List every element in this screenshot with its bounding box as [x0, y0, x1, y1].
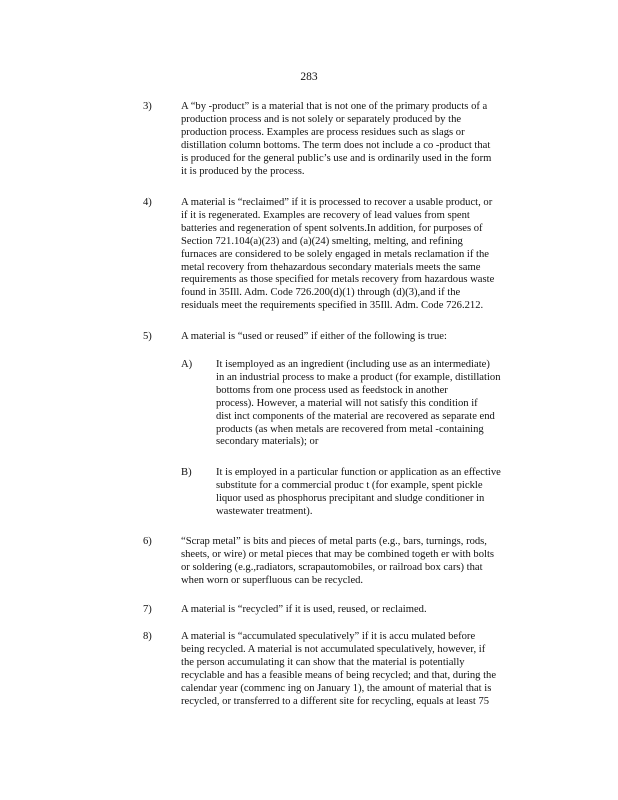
text-line: A material is “used or reused” if either of the following is true: — [181, 331, 447, 342]
paragraph-4 — [143, 197, 543, 313]
text-line: products (as when metals are recovered from metal -containing — [216, 423, 484, 435]
paragraph-number: 6) — [143, 536, 152, 547]
text-line: batteries and regeneration of spent solvents.In addition, for purposes of — [181, 222, 483, 234]
paragraph-6 — [143, 536, 543, 588]
text-line: secondary materials); or — [216, 436, 319, 448]
paragraph-5 — [143, 331, 543, 344]
paragraph-body — [181, 197, 539, 313]
paragraph-number: 8) — [143, 631, 152, 642]
text-line: metal recovery from thehazardous secondary materials meets the same — [181, 261, 481, 273]
text-line: recyclable and has a feasible means of being recycled; and that, during the — [181, 669, 497, 681]
text-line: dist inct components of the material are recovered as separate end — [216, 410, 495, 422]
text-line: production process and is not solely or separately produced by the — [181, 113, 462, 125]
text-line: furnaces are considered to be solely engaged in metals reclamation if the — [181, 248, 489, 260]
paragraph-body — [181, 604, 539, 617]
text-line: if it is regenerated. Examples are recovery of lead values from spent — [181, 209, 470, 221]
text-line: A material is “reclaimed” if it is processed to recover a usable product, or — [181, 197, 493, 208]
text-line: It isemployed as an ingredient (including use as an intermediate) — [216, 359, 490, 370]
page-number: 283 — [300, 71, 318, 83]
paragraph-body — [181, 631, 539, 708]
text-line: when worn or superfluous can be recycled. — [181, 574, 364, 586]
text-line: it is produced by the process. — [181, 165, 305, 177]
paragraph-8 — [143, 631, 543, 708]
text-line: distillation column bottoms. The term does not include a co -product that — [181, 139, 491, 151]
paragraph-body — [181, 101, 539, 178]
text-line: recycled, or transferred to a different site for recycling, equals at least 75 — [181, 695, 490, 707]
subparagraph-b — [181, 467, 541, 519]
paragraph-number: 3) — [143, 101, 152, 112]
text-line: “Scrap metal” is bits and pieces of metal parts (e.g., bars, turnings, rods, — [181, 536, 487, 547]
text-line: It is employed in a particular function or application as an effective — [216, 467, 501, 478]
text-line: wastewater treatment). — [216, 505, 313, 517]
text-line: sheets, or wire) or metal pieces that may be combined togeth er with bolts — [181, 548, 495, 560]
text-line: in an industrial process to make a product (for example, distillation — [216, 371, 501, 383]
text-line: substitute for a commercial produc t (for example, spent pickle — [216, 479, 483, 491]
text-line: liquor used as phosphorus precipitant and sludge conditioner in — [216, 492, 485, 504]
paragraph-number: 4) — [143, 197, 152, 208]
subparagraph-a — [181, 359, 541, 449]
text-line: found in 35Ill. Adm. Code 726.200(d)(1) through (d)(3),and if the — [181, 287, 461, 299]
text-line: or soldering (e.g.,radiators, scrapautomobiles, or railroad box cars) that — [181, 561, 483, 573]
paragraph-7 — [143, 604, 543, 617]
text-line: residuals meet the requirements specified in 35Ill. Adm. Code 726.212. — [181, 300, 484, 312]
text-line: production process. Examples are process residues such as slags or — [181, 126, 465, 138]
paragraph-body — [181, 536, 539, 588]
subparagraph-letter: B) — [181, 467, 192, 478]
text-line: A material is “recycled” if it is used, reused, or reclaimed. — [181, 604, 427, 615]
text-line: bottoms from one process used as feedstock in another — [216, 384, 448, 396]
subparagraph-body — [216, 359, 534, 449]
paragraph-number: 5) — [143, 331, 152, 342]
paragraph-number: 7) — [143, 604, 152, 615]
text-line: requirements as those specified for metals recovery from hazardous waste — [181, 274, 495, 286]
text-line: the person accumulating it can show that the material is potentially — [181, 656, 465, 668]
text-line: A material is “accumulated speculatively” if it is accu mulated before — [181, 631, 476, 642]
text-line: is produced for the general public’s use and is ordinarily used in the form — [181, 152, 492, 164]
subparagraph-letter: A) — [181, 359, 193, 370]
text-line: Section 721.104(a)(23) and (a)(24) smelting, melting, and refining — [181, 235, 463, 247]
text-line: calendar year (commenc ing on January 1), the amount of material that is — [181, 682, 492, 694]
text-line: being recycled. A material is not accumulated speculatively, however, if — [181, 643, 486, 655]
paragraph-body — [181, 331, 539, 344]
text-line: A “by -product” is a material that is not one of the primary products of a — [181, 101, 488, 112]
text-line: process). However, a material will not satisfy this condition if — [216, 397, 478, 409]
subparagraph-body — [216, 467, 534, 519]
paragraph-3 — [143, 101, 543, 178]
